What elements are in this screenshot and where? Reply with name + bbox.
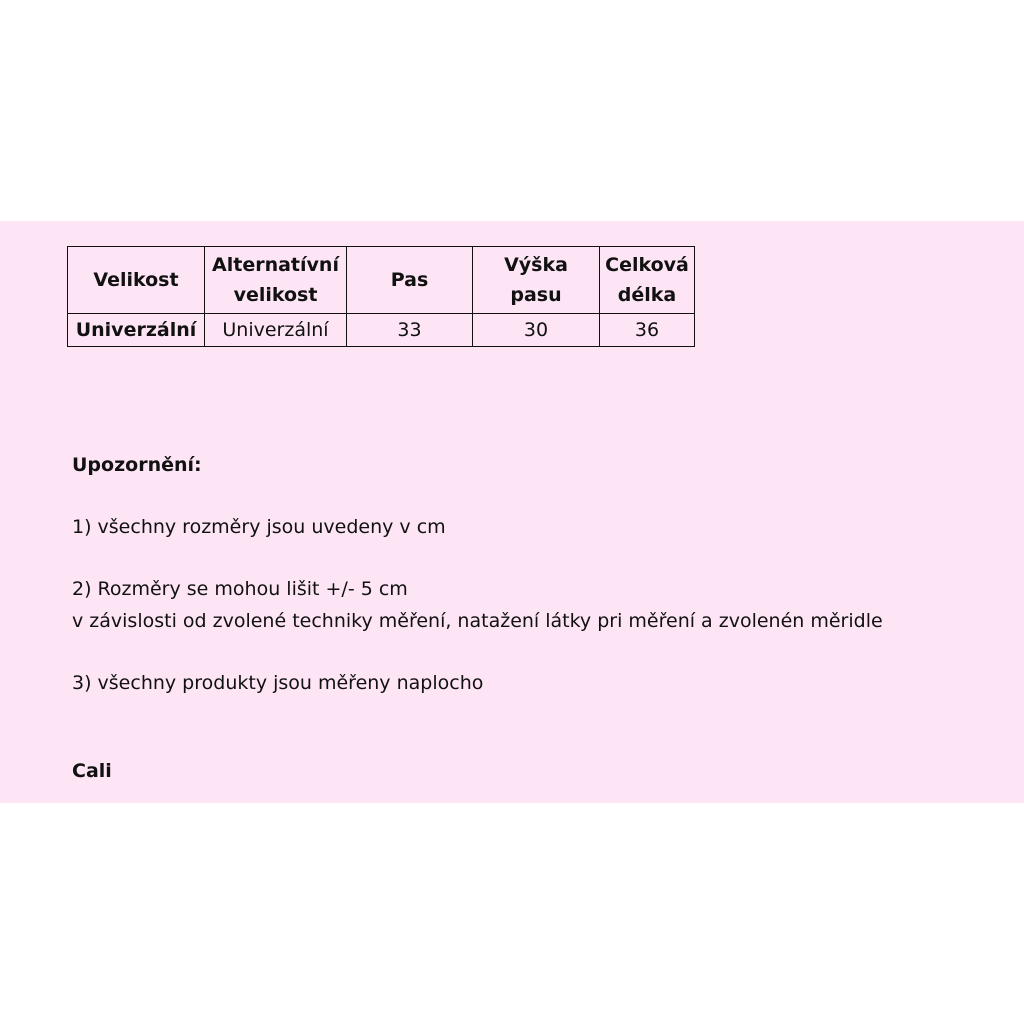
notice-title: Upozornění: [72, 454, 202, 476]
notice-item-1: 1) všechny rozměry jsou uvedeny v cm [72, 516, 446, 538]
header-size: Velikost [68, 247, 205, 314]
header-alt-size: Alternatívní velikost [205, 247, 347, 314]
cell-rise: 30 [473, 314, 600, 347]
table-row [68, 314, 695, 347]
notice-item-3: 3) všechny produkty jsou měřeny naplocho [72, 672, 484, 694]
cell-total-length: 36 [600, 314, 695, 347]
brand-name: Cali [72, 760, 112, 782]
size-table [67, 246, 695, 347]
notice-section [72, 449, 883, 699]
cell-waist: 33 [347, 314, 473, 347]
table-header-row [68, 247, 695, 314]
header-waist: Pas [347, 247, 473, 314]
cell-size: Univerzální [68, 314, 205, 347]
header-total-length: Celková délka [600, 247, 695, 314]
cell-alt-size: Univerzální [205, 314, 347, 347]
notice-item-2-line-1: 2) Rozměry se mohou lišit +/- 5 cm [72, 578, 408, 600]
notice-item-2-line-2: v závislosti od zvolené techniky měření, natažení látky pri měření a zvolenén měridle [72, 610, 883, 632]
header-rise: Výška pasu [473, 247, 600, 314]
size-chart-panel [0, 221, 1024, 803]
